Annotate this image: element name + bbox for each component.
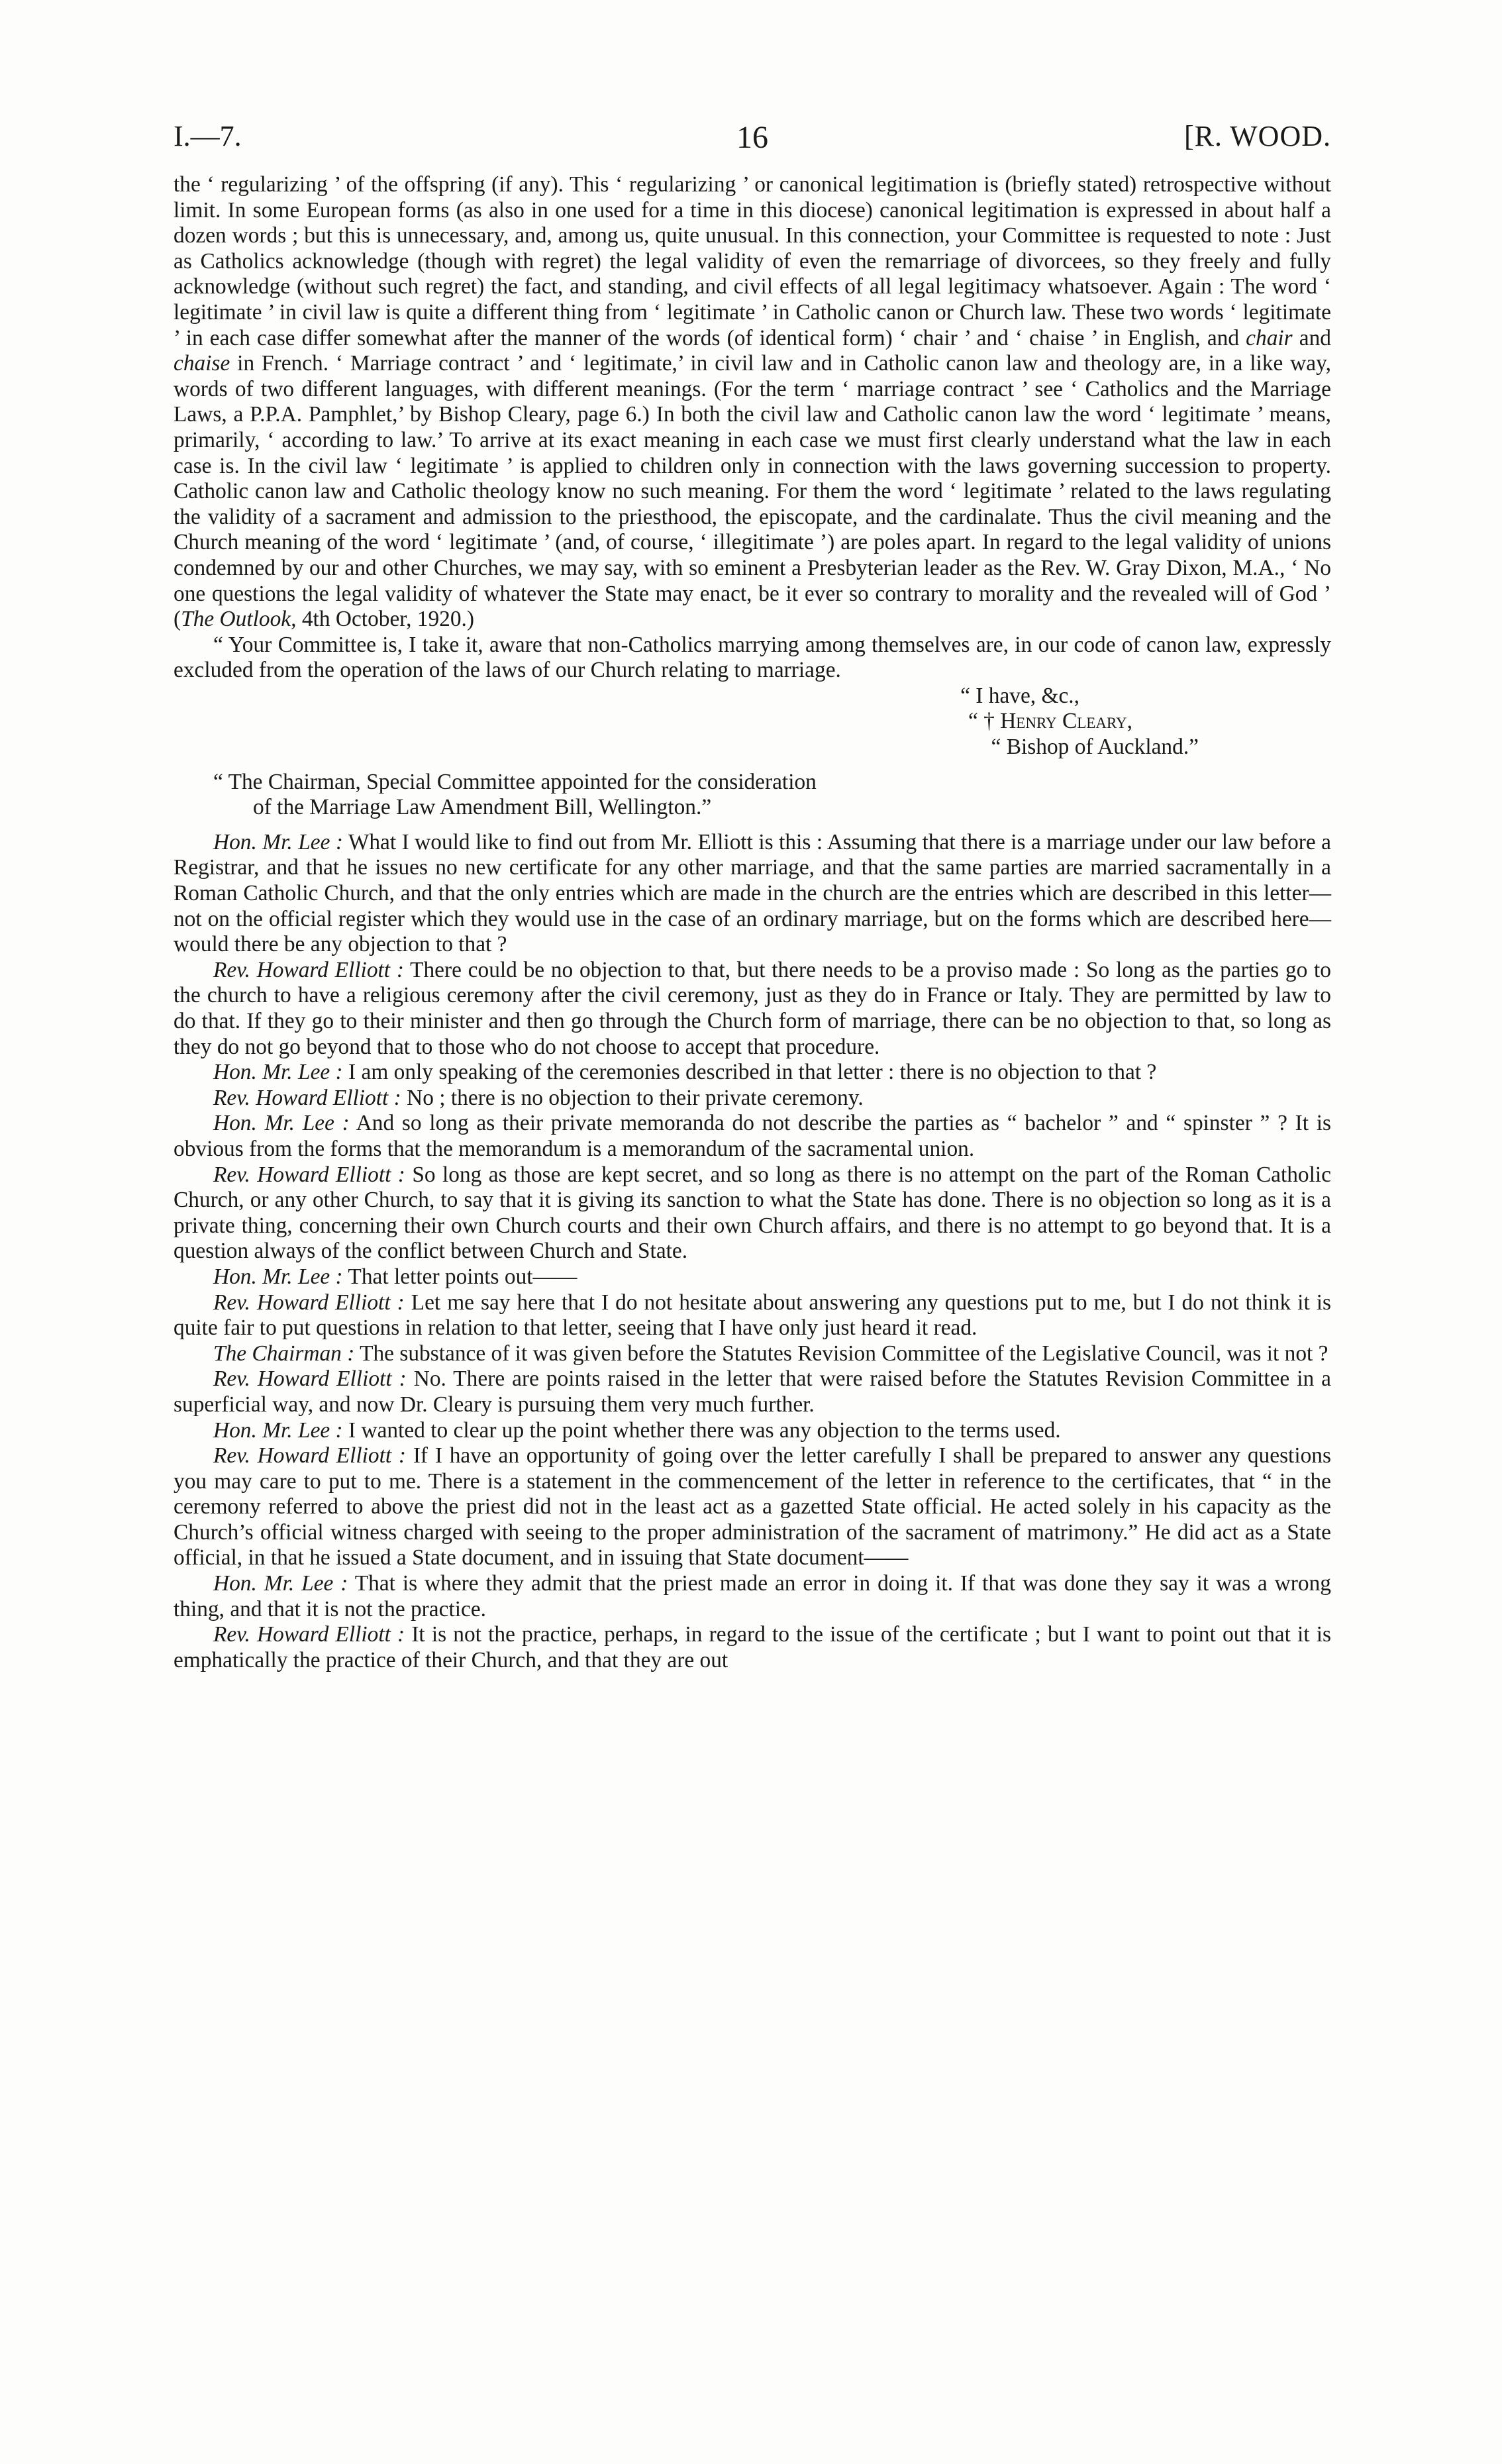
speech-text: I am only speaking of the ceremonies described in that letter : there is no objection to that ? [342,1060,1157,1085]
dialogue-turn [174,1290,1331,1341]
document-page [174,119,1331,1673]
speech-text: So long as those are kept secret, and so long as there is no attempt on the part of the Roman Catholic Church, or any other Church, to say that it is giving its sanction to what the State has done. There is no objection so long as it is a private thing, concerning their own Church courts and their own Church affairs, and there is no attempt to go beyond that. It is a question always of the conflict between Church and State. [174,1162,1331,1264]
speaker-name: Hon. Mr. Lee : [213,1264,343,1289]
testimony-dialogue [174,830,1331,1674]
dialogue-turn [174,1443,1331,1571]
speaker-name: Rev. Howard Elliott : [213,1622,405,1647]
dialogue-turn [174,1571,1331,1622]
speaker-name: Hon. Mr. Lee : [213,1571,348,1596]
speaker-name: Rev. Howard Elliott : [213,1443,407,1468]
speech-text: There could be no objection to that, but there needs to be a proviso made : So long as the parties go to the church to have a religious ceremony after the civil ceremony, just as they do in France or Italy. They are permitted by law to do that. If they go to their minister and then go through the Church form of marriage, there can be no objection to that, so long as they do not go beyond that to those who do not choose to accept that procedure. [174,957,1331,1059]
letter-signature: “ † Henry Cleary, [968,709,1132,734]
speaker-name: Hon. Mr. Lee : [213,1417,343,1443]
speaker-name: Rev. Howard Elliott : [213,1085,401,1110]
document-body [174,172,1331,1673]
letter-closing: “ I have, &c., [960,683,1079,708]
speaker-name: Rev. Howard Elliott : [213,957,404,982]
dialogue-turn [174,1264,1331,1290]
page-number: 16 [736,120,768,155]
speech-text: No ; there is no objection to their private ceremony. [401,1085,864,1110]
speech-text: Let me say here that I do not hesitate about answering any questions put to me, but I do not think it is quite fair to put questions in relation to that letter, seeing that I have only just heard it read. [174,1290,1331,1341]
paper-reference: I.—7. [174,120,242,152]
dialogue-turn [174,1111,1331,1162]
letter-signature-title: “ Bishop of Auckland.” [991,735,1199,760]
speaker-name: Hon. Mr. Lee : [213,1060,343,1085]
dialogue-turn [174,1162,1331,1264]
witness-reference: [R. WOOD. [1183,120,1331,152]
letter-addressee: “ The Chairman, Special Committee appointed for the consideration [213,769,817,794]
letter-paragraph: the ‘ regularizing ’ of the offspring (if any). This ‘ regularizing ’ or canonical legitimation is (briefly stated) retrospective without limit. In some European forms (as also in one used for a time in this diocese) canonical legitimation is expressed in about half a dozen words ; but this is unnecessary, and, among us, quite unusual. In this connection, your Committee is requested to note : Just as Catholics acknowledge (though with regret) the legal validity of even the remarriage of divorcees, so they freely and fully acknowledge (without such regret) the fact, and standing, and civil effects of all legal legitimacy whatsoever. Again : The word ‘ legitimate ’ in civil law is quite a different thing from ‘ legitimate ’ in Catholic canon or Church law. These two words ‘ legitimate ’ in each case differ somewhat after the manner of the words (of identical form) ‘ chair ’ and ‘ chaise ’ in English, and chair and chaise in French. ‘ Marriage contract ’ and ‘ legitimate,’ in civil law and in Catholic canon law and theology are, in a like way, words of two different languages, with different meanings. (For the term ‘ marriage contract ’ see ‘ Catholics and the Marriage Laws, a P.P.A. Pamphlet,’ by Bishop Cleary, page 6.) In both the civil law and Catholic canon law the word ‘ legitimate ’ means, primarily, ‘ according to law.’ To arrive at its exact meaning in each case we must first clearly understand what the law in each case is. In the civil law ‘ legitimate ’ is applied to children only in connection with the laws governing succession to property. Catholic canon law and Catholic theology know no such meaning. For them the word ‘ legitimate ’ related to the laws regulating the validity of a sacrament and admission to the priesthood, the episcopate, and the cardinalate. Thus the civil meaning and the Church meaning of the word ‘ legitimate ’ (and, of course, ‘ illegitimate ’) are poles apart. In regard to the legal validity of unions condemned by our and other Churches, we may say, with so eminent a Presbyterian leader as the Rev. W. Gray Dixon, M.A., ‘ No one questions the legal validity of whatever the State may enact, be it ever so contrary to morality and the revealed will of God ’ (The Outlook, 4th October, 1920.) [174,172,1331,632]
speech-text: It is not the practice, perhaps, in regard to the issue of the certificate ; but I want to point out that it is emphatically the practice of their Church, and that they are out [174,1622,1331,1672]
dialogue-turn [174,1366,1331,1417]
speaker-name: Hon. Mr. Lee : [213,1111,350,1136]
speech-text: And so long as their private memoranda do not describe the parties as “ bachelor ” and “ spinster ” ? It is obvious from the forms that the memorandum is a memorandum of the sacramental union. [174,1111,1331,1161]
speaker-name: Rev. Howard Elliott : [213,1162,405,1187]
dialogue-turn [174,1086,1331,1111]
speaker-name: Rev. Howard Elliott : [213,1366,407,1392]
speech-text: The substance of it was given before the Statutes Revision Committee of the Legislative Council, was it not ? [354,1341,1328,1366]
speaker-name: Rev. Howard Elliott : [213,1290,405,1315]
speech-text: I wanted to clear up the point whether there was any objection to the terms used. [342,1417,1061,1443]
dialogue-turn [174,830,1331,958]
page-header [174,119,1331,172]
speech-text: No. There are points raised in the letter that were raised before the Statutes Revision Committee in a superficial way, and now Dr. Cleary is pursuing them very much further. [174,1366,1331,1417]
speech-text: If I have an opportunity of going over the letter carefully I shall be prepared to answer any questions you may care to put to me. There is a statement in the commencement of the letter in reference to the certificates, that “ in the ceremony referred to above the priest did not in the least act as a gazetted State official. He acted solely in his capacity as the Church’s official witness charged with seeing to the proper administration of the sacrament of matrimony.” He did act as a State official, in that he issued a State document, and in issuing that State document—— [174,1443,1331,1570]
dialogue-turn [174,1418,1331,1444]
dialogue-turn [174,1341,1331,1367]
speaker-name: Hon. Mr. Lee : [213,829,343,854]
letter-addressee-line2: of the Marriage Law Amendment Bill, Wellington.” [253,795,712,820]
speaker-name: The Chairman : [213,1341,355,1366]
speech-text: That is where they admit that the priest made an error in doing it. If that was done they say it was a wrong thing, and that it is not the practice. [174,1571,1331,1621]
speech-text: What I would like to find out from Mr. Elliott is this : Assuming that there is a marriage under our law before a Registrar, and that he issues no new certificate for any other marriage, and that the same parties are married sacramentally in a Roman Catholic Church, and that the only entries which are made in the church are the entries which are described in this letter—not on the official register which they would use in the case of an ordinary marriage, but on the forms which are described here—would there be any objection to that ? [174,829,1331,957]
dialogue-turn [174,1622,1331,1673]
dialogue-turn [174,958,1331,1060]
letter-closing-paragraph: “ Your Committee is, I take it, aware that non-Catholics marrying among themselves are, in our code of canon law, expressly excluded from the operation of the laws of our Church relating to marriage. [174,632,1331,683]
speech-text: That letter points out—— [342,1264,577,1289]
dialogue-turn [174,1060,1331,1086]
